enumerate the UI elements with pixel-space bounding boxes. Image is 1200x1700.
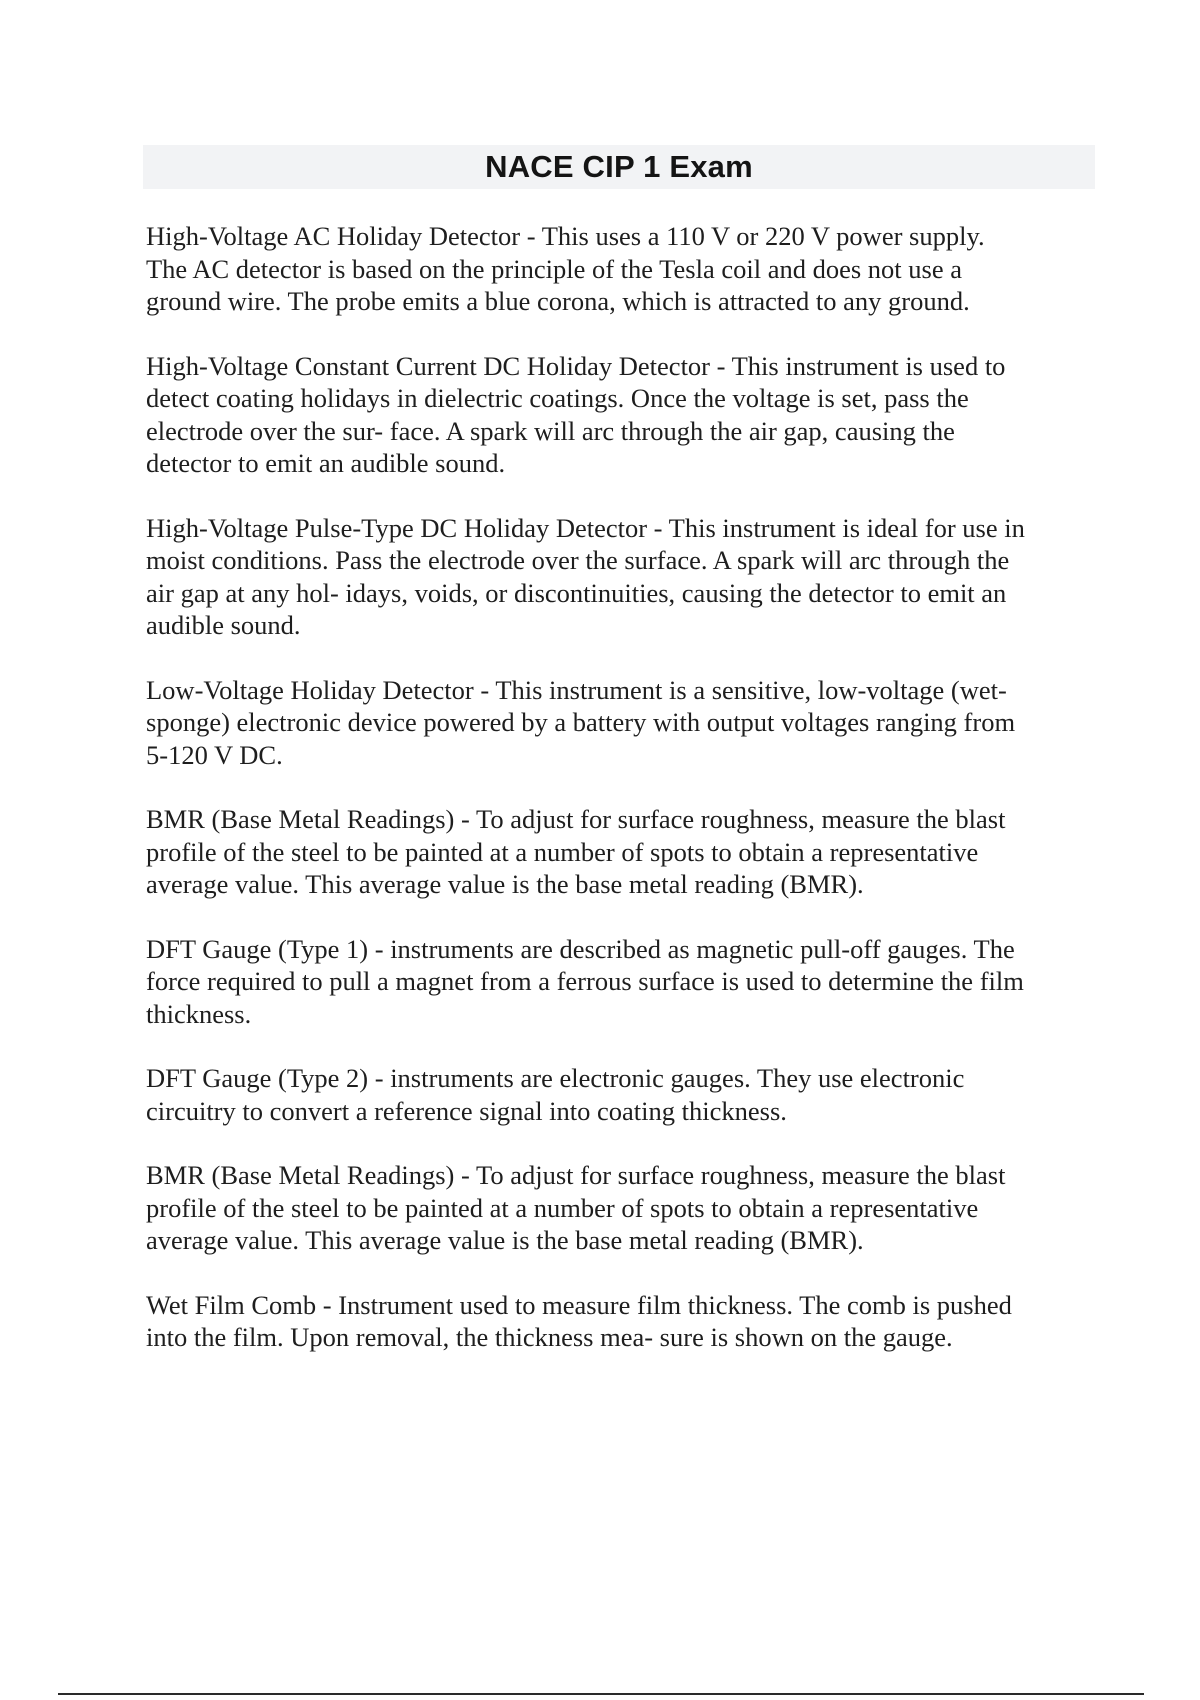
entry-wet-film-comb <box>146 1289 1096 1354</box>
entry-line: profile of the steel to be painted at a number of spots to obtain a representative <box>146 836 979 867</box>
entry-high-voltage-pulse-type-dc-holiday-detector <box>146 512 1096 642</box>
entry-line: average value. This average value is the base metal reading (BMR). <box>146 1225 864 1255</box>
entry-line: High-Voltage Constant Current DC Holiday Detector - This instrument is used to <box>146 350 1006 381</box>
entry-line: Low-Voltage Holiday Detector - This instrument is a sensitive, low-voltage (wet- <box>146 674 1007 705</box>
entry-high-voltage-constant-current-dc-holiday-detector <box>146 350 1096 480</box>
footer-divider <box>58 1693 1144 1695</box>
entry-bmr-base-metal-readings-repeat <box>146 1159 1096 1257</box>
entry-line: circuitry to convert a reference signal into coating thickness. <box>146 1095 787 1126</box>
page-title: NACE CIP 1 Exam <box>485 149 753 184</box>
entry-low-voltage-holiday-detector <box>146 674 1096 772</box>
entry-high-voltage-ac-holiday-detector <box>146 220 1096 318</box>
entry-line: thickness. <box>146 998 252 1029</box>
entry-line: Wet Film Comb - Instrument used to measure film thickness. The comb is pushed <box>146 1289 1012 1320</box>
entry-line: average value. This average value is the base metal reading (BMR). <box>146 869 864 899</box>
entry-line: audible sound. <box>146 610 301 640</box>
entry-line: DFT Gauge (Type 2) - instruments are electronic gauges. They use electronic <box>146 1063 965 1093</box>
entry-line: DFT Gauge (Type 1) - instruments are described as magnetic pull-off gauges. The <box>146 933 1015 964</box>
entry-line: The AC detector is based on the principle of the Tesla coil and does not use a <box>146 253 962 284</box>
entry-dft-gauge-type-2 <box>146 1062 1096 1127</box>
entry-line: ground wire. The probe emits a blue corona, which is attracted to any ground. <box>146 286 970 316</box>
entry-line: air gap at any hol- idays, voids, or discontinuities, causing the detector to emit an <box>146 577 1007 608</box>
title-banner <box>143 145 1095 189</box>
entry-line: High-Voltage Pulse-Type DC Holiday Detector - This instrument is ideal for use in <box>146 512 1025 543</box>
definition-list <box>146 220 1096 1354</box>
entry-line: electrode over the sur- face. A spark will arc through the air gap, causing the <box>146 415 955 446</box>
entry-line: sponge) electronic device powered by a battery with output voltages ranging from <box>146 707 1016 737</box>
entry-line: BMR (Base Metal Readings) - To adjust for surface roughness, measure the blast <box>146 1160 1006 1190</box>
entry-line: detector to emit an audible sound. <box>146 448 506 478</box>
entry-line: force required to pull a magnet from a ferrous surface is used to determine the film <box>146 966 1024 996</box>
entry-bmr-base-metal-readings <box>146 803 1096 901</box>
entry-line: into the film. Upon removal, the thickness mea- sure is shown on the gauge. <box>146 1322 953 1352</box>
entry-line: 5-120 V DC. <box>146 739 283 770</box>
entry-line: detect coating holidays in dielectric coatings. Once the voltage is set, pass the <box>146 383 969 413</box>
entry-dft-gauge-type-1 <box>146 933 1096 1031</box>
entry-line: High-Voltage AC Holiday Detector - This uses a 110 V or 220 V power supply. <box>146 221 985 251</box>
entry-line: profile of the steel to be painted at a number of spots to obtain a representative <box>146 1192 979 1223</box>
entry-line: BMR (Base Metal Readings) - To adjust for surface roughness, measure the blast <box>146 804 1006 834</box>
entry-line: moist conditions. Pass the electrode over the surface. A spark will arc through the <box>146 545 1010 575</box>
